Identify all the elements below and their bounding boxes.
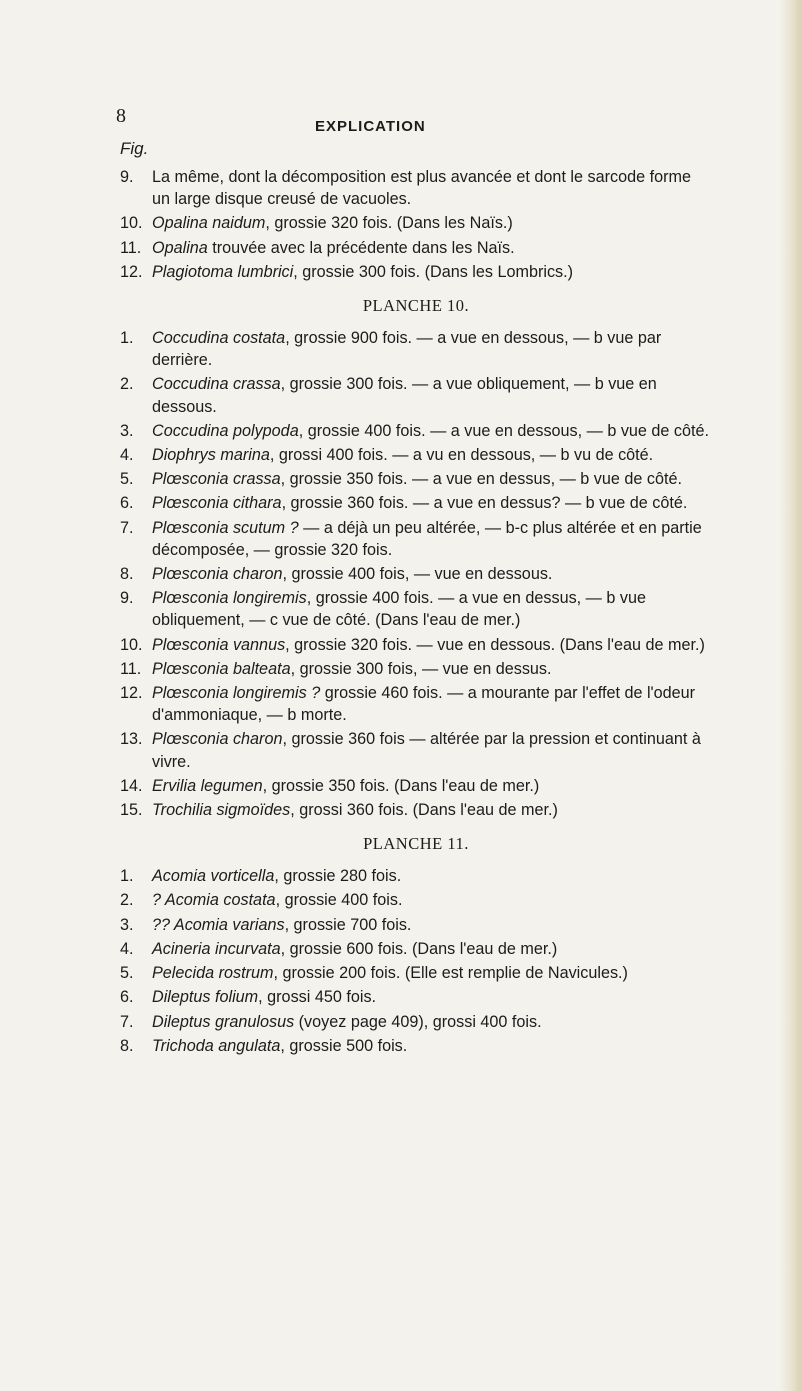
figure-description: (voyez page 409), grossi 400 fois. [294, 1012, 542, 1031]
taxon-name: Coccudina costata [152, 329, 286, 348]
figure-entry [120, 986, 712, 1008]
figure-description: , grossie 320 fois. (Dans les Naïs.) [265, 214, 513, 233]
figure-description: , grossie 360 fois — altérée par la pression et continuant à vivre. [152, 730, 701, 771]
figure-description: , grossie 400 fois. — a vue en dessus, — b vue obliquement, — c vue de côté. (Dans l'eau de mer.) [152, 589, 646, 630]
taxon-name: Coccudina polypoda [152, 421, 299, 440]
taxon-name: Dileptus granulosus [152, 1012, 295, 1031]
figure-description: grossie 460 fois. — a mourante par l'effet de l'odeur d'ammoniaque, — b morte. [152, 684, 696, 725]
figure-entry [120, 517, 712, 561]
taxon-name: ? Acomia costata [152, 891, 276, 910]
taxon-name: Trochilia sigmoïdes [152, 801, 291, 820]
figure-number: 4. [120, 939, 134, 958]
figure-entry [120, 799, 712, 821]
figure-description: , grossie 500 fois. [280, 1036, 408, 1055]
taxon-name: Trichoda angulata [152, 1036, 281, 1055]
section-plate-10 [120, 327, 712, 821]
taxon-name: Pelecida rostrum [152, 964, 274, 983]
page-body [120, 138, 712, 1057]
figure-number: 3. [120, 915, 134, 934]
figure-description: , grossie 900 fois. — a vue en dessous, — b vue par derrière. [152, 329, 662, 370]
figure-description: , grossie 200 fois. (Elle est remplie de Navicules.) [273, 964, 628, 983]
figure-entry [120, 682, 712, 726]
taxon-name: Dileptus folium [152, 988, 259, 1007]
figure-description: , grossie 300 fois. (Dans les Lombrics.) [293, 262, 574, 281]
figure-number: 1. [120, 867, 134, 886]
figure-description: , grossi 400 fois. — a vu en dessous, — b vu de côté. [269, 446, 654, 465]
figure-number: 6. [120, 988, 134, 1007]
figure-number: 2. [120, 375, 134, 394]
figure-description: , grossie 350 fois. — a vue en dessus, — b vue de côté. [280, 470, 682, 489]
figure-entry [120, 775, 712, 797]
taxon-name: Opalina naidum [152, 214, 266, 233]
figure-number: 1. [120, 329, 134, 348]
figure-number: 12. [120, 684, 143, 703]
taxon-name: Plagiotoma lumbrici [152, 262, 294, 281]
taxon-name: Diophrys marina [152, 446, 270, 465]
fig-label: Fig. [120, 139, 149, 158]
figure-number: 11. [120, 659, 142, 678]
figure-entry [120, 1011, 712, 1033]
taxon-name: Plœsconia crassa [152, 470, 281, 489]
taxon-name: Plœsconia charon [152, 730, 283, 749]
figure-number: 14. [120, 776, 143, 795]
figure-description: , grossie 400 fois. — a vue en dessous, — b vue de côté. [298, 421, 710, 440]
plate-10-title: PLANCHE 10. [362, 296, 470, 316]
figure-description: , grossie 600 fois. (Dans l'eau de mer.) [280, 939, 558, 958]
figure-number: 10. [120, 635, 143, 654]
figure-entry [120, 728, 712, 772]
figure-number: 3. [120, 421, 134, 440]
figure-number: 5. [120, 964, 134, 983]
taxon-name: ?? Acomia varians [152, 915, 285, 934]
figure-description: , grossi 450 fois. [258, 988, 377, 1007]
taxon-name: Plœsconia longiremis ? [152, 684, 321, 703]
figure-number: 6. [120, 494, 134, 513]
figure-entry [120, 261, 712, 283]
running-head: EXPLICATION [315, 118, 426, 135]
figure-entry [120, 587, 712, 631]
page-edge-shadow [779, 0, 801, 1391]
figure-description: , grossie 700 fois. [284, 915, 412, 934]
section-plate-11 [120, 865, 712, 1057]
taxon-name: Acineria incurvata [152, 939, 281, 958]
figure-description: , grossie 300 fois, — vue en dessus. [290, 659, 552, 678]
figure-entry [120, 444, 712, 466]
figure-entry [120, 889, 712, 911]
taxon-name: Plœsconia longiremis [152, 589, 307, 608]
figure-entry [120, 1035, 712, 1057]
figure-entry [120, 563, 712, 585]
figure-number: 8. [120, 565, 134, 584]
figure-description: , grossie 280 fois. [274, 867, 402, 886]
taxon-name: Acomia vorticella [152, 867, 275, 886]
figure-entry [120, 865, 712, 887]
figure-number: 4. [120, 446, 134, 465]
figure-entry [120, 166, 712, 210]
figure-number: 2. [120, 891, 134, 910]
taxon-name: Ervilia legumen [152, 776, 263, 795]
figure-number: 7. [120, 1012, 134, 1031]
figure-number: 7. [120, 518, 134, 537]
figure-description: , grossie 400 fois. [275, 891, 403, 910]
figure-entry [120, 914, 712, 936]
figure-entry [120, 212, 712, 234]
figure-entry [120, 634, 712, 656]
figure-entry [120, 373, 712, 417]
figure-entry [120, 420, 712, 442]
figure-entry [120, 492, 712, 514]
figure-description: La même, dont la décomposition est plus avancée et dont le sarcode forme un large disque creusé de vacuoles. [152, 168, 691, 209]
figure-entry [120, 962, 712, 984]
figure-description: trouvée avec la précédente dans les Naïs. [207, 238, 515, 257]
taxon-name: Plœsconia balteata [152, 659, 291, 678]
taxon-name: Opalina [152, 238, 208, 257]
figure-description: , grossie 300 fois. — a vue obliquement, — b vue en dessous. [152, 375, 657, 416]
figure-number: 15. [120, 801, 143, 820]
figure-entry [120, 658, 712, 680]
figure-description: , grossie 400 fois, — vue en dessous. [282, 565, 553, 584]
figure-number: 5. [120, 470, 134, 489]
figure-entry [120, 468, 712, 490]
figure-number: 8. [120, 1036, 134, 1055]
figure-description: , grossie 360 fois. — a vue en dessus? — b vue de côté. [281, 494, 688, 513]
figure-number: 13. [120, 730, 143, 749]
figure-number: 11. [120, 238, 142, 257]
taxon-name: Coccudina crassa [152, 375, 281, 394]
taxon-name: Plœsconia vannus [152, 635, 286, 654]
section-figures-continued [120, 166, 712, 283]
figure-entry [120, 327, 712, 371]
page-number: 8 [116, 105, 126, 127]
taxon-name: Plœsconia scutum ? [152, 518, 299, 537]
figure-number: 9. [120, 589, 134, 608]
figure-entry [120, 237, 712, 259]
figure-number: 12. [120, 262, 143, 281]
figure-number: 10. [120, 214, 143, 233]
figure-description: — a déjà un peu altérée, — b-c plus altérée et en partie décomposée, — grossie 320 fois. [152, 518, 702, 559]
figure-description: , grossie 350 fois. (Dans l'eau de mer.) [262, 776, 540, 795]
taxon-name: Plœsconia charon [152, 565, 283, 584]
figure-number: 9. [120, 168, 134, 186]
figure-description: , grossie 320 fois. — vue en dessous. (Dans l'eau de mer.) [285, 635, 705, 654]
figure-description: , grossi 360 fois. (Dans l'eau de mer.) [290, 801, 558, 820]
plate-11-title: PLANCHE 11. [363, 834, 469, 854]
taxon-name: Plœsconia cithara [152, 494, 282, 513]
figure-entry [120, 938, 712, 960]
